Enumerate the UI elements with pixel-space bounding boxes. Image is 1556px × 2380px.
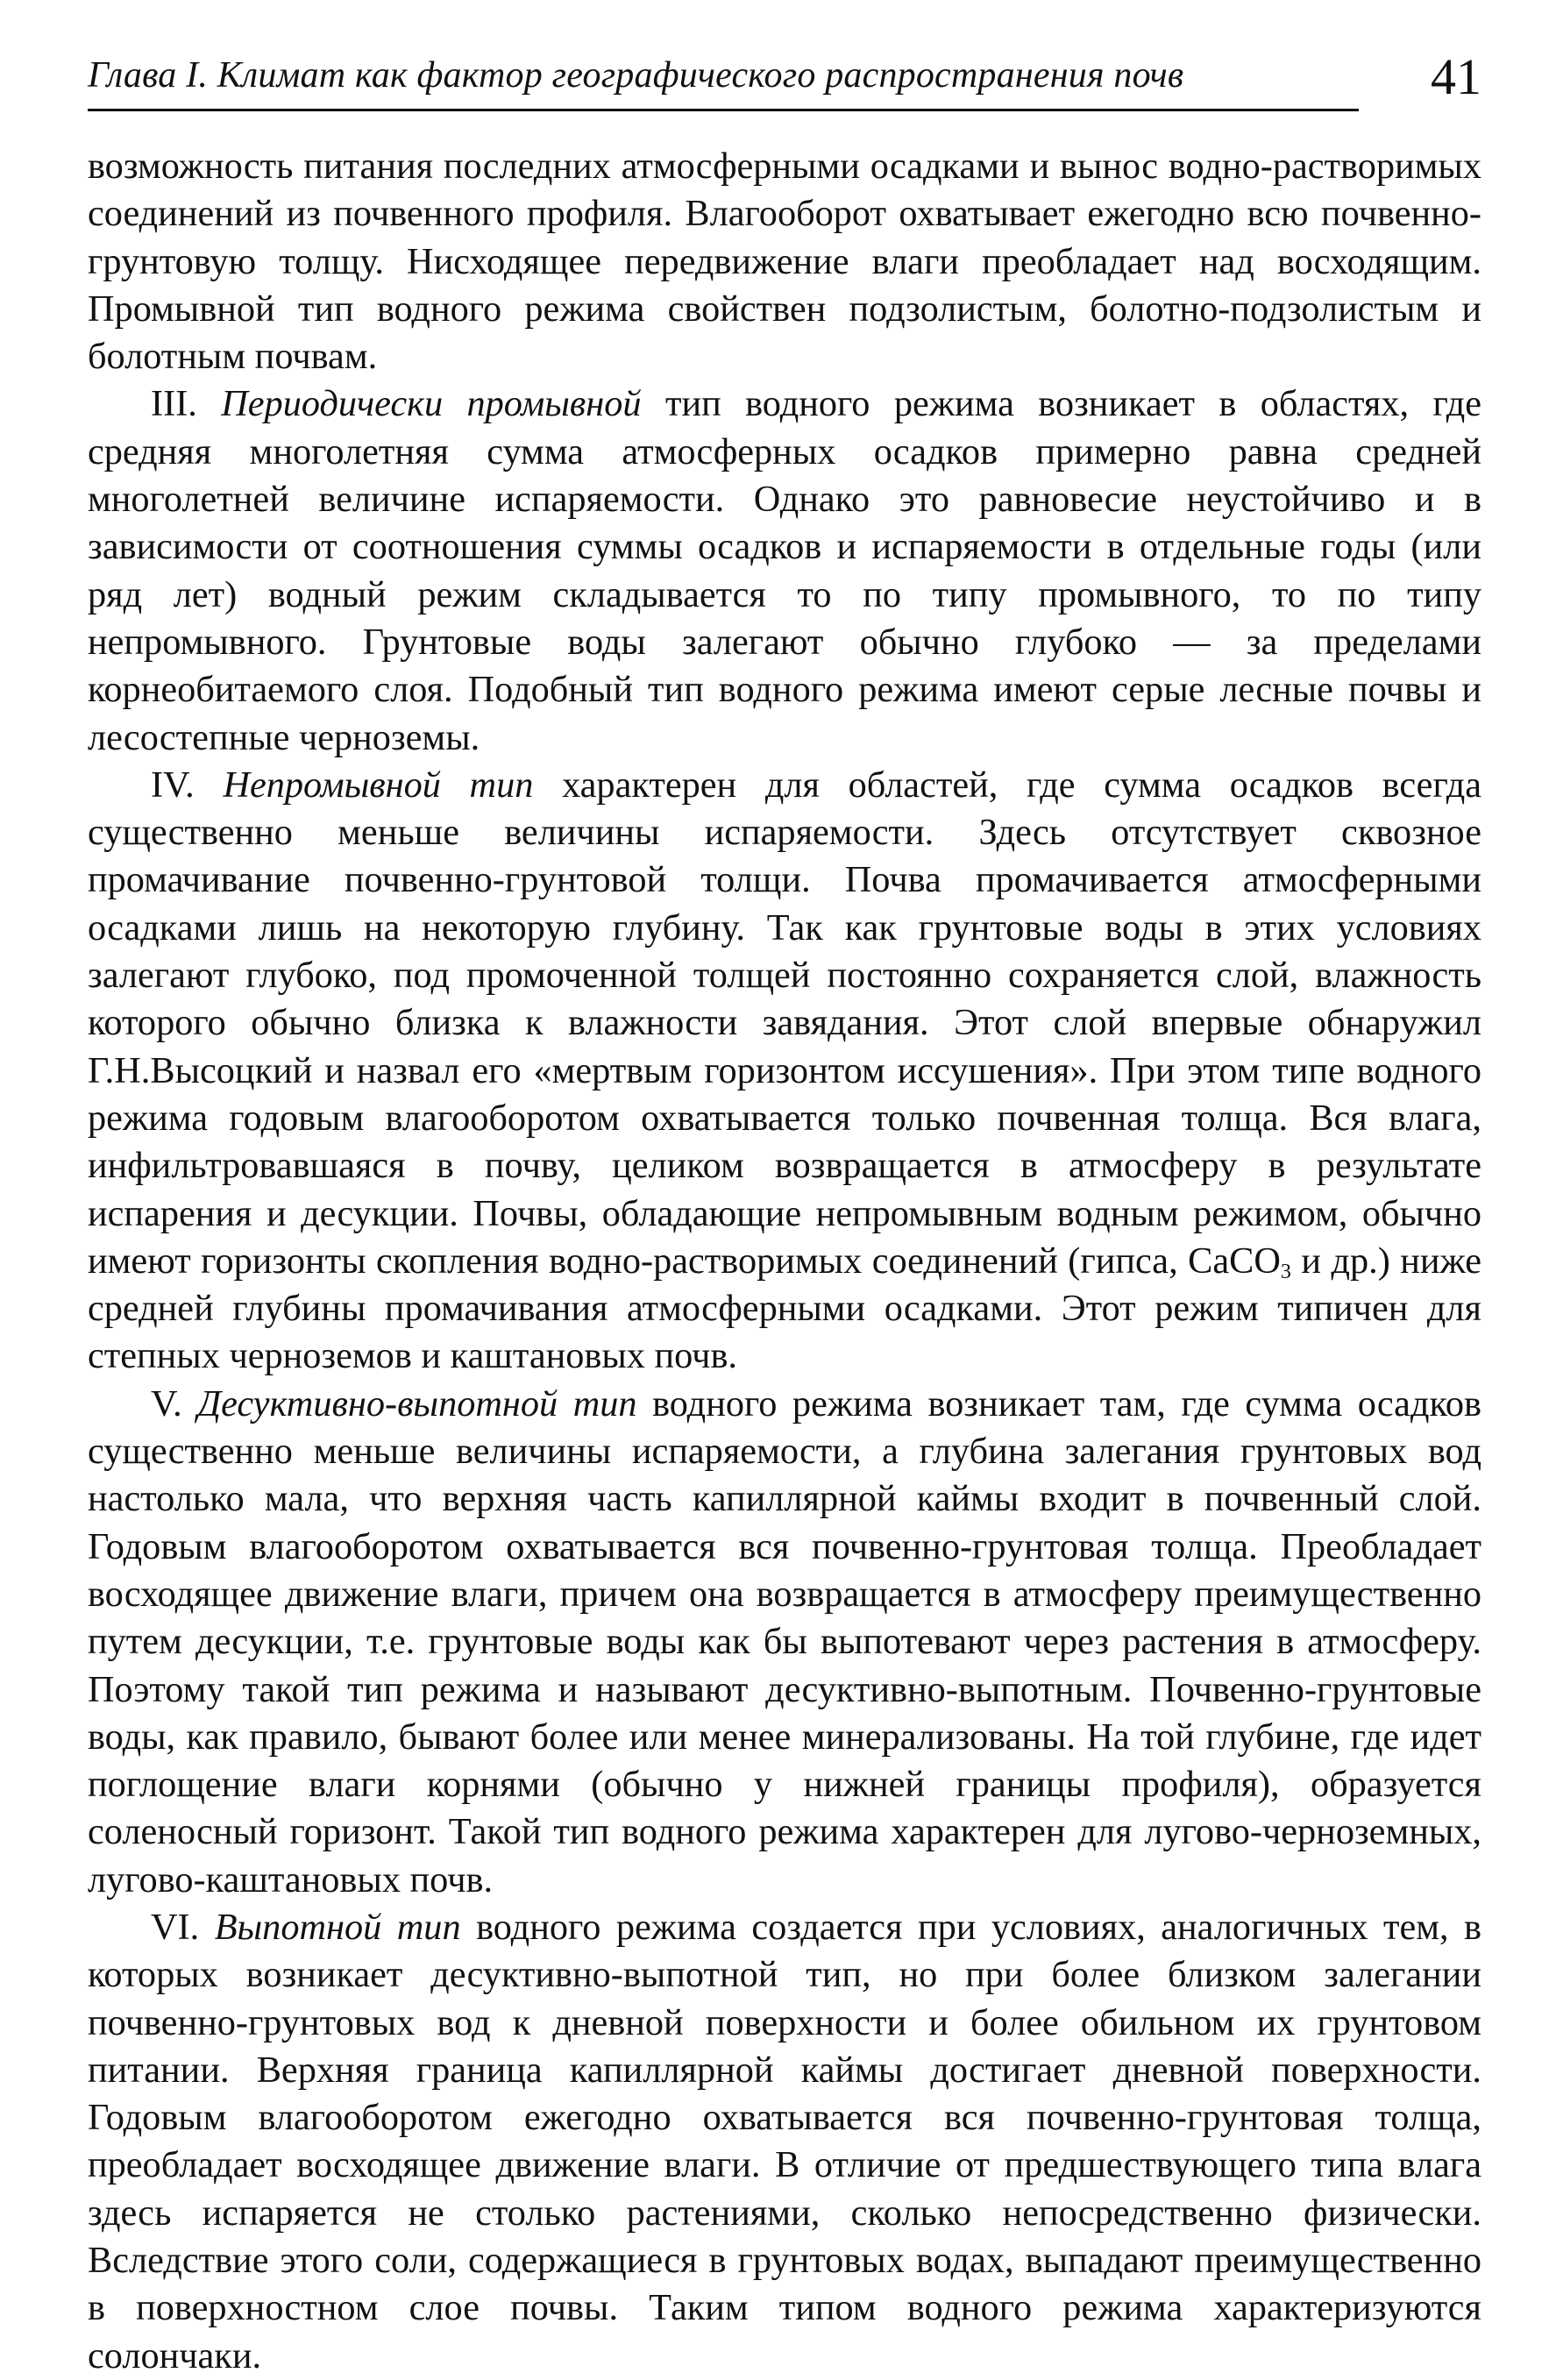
paragraph-text: возможность питания последних атмосферными осадками и вынос водно-растворимых соединений из почвенного профиля. Влагооборот охватывает ежегодно всю почвенно-грунтовую толщу. Нисходящее передвижение влаги преобладает над восходящим. Промывной тип водного режима свойствен подзолистым, болотно-подзолистым и болотным почвам. [88, 146, 1481, 378]
paragraph-text: тип водного режима возникает в областях, где средняя многолетняя сумма атмосферных осадков примерно равна средней многолетней величине испаряемости. Однако это равновесие неустойчиво и в зависимости от соотношения суммы осадков и испаряемости в отдельные годы (или ряд лет) водный режим складывается то по типу промывного, то по типу непромывного. Грунтовые воды залегают обычно глубоко — за пределами корнеобитаемого слоя. Подобный тип водного режима имеют серые лесные почвы и лесостепные черноземы. [88, 383, 1482, 758]
paragraph-text-continued: и др.) ниже средней глубины промачивания атмосферными осадками. Этот режим типичен для степных черноземов и каштановых почв. [88, 1240, 1481, 1377]
paragraph-desuctive-effusive [88, 1381, 1481, 1904]
paragraph-periodic-leaching [88, 380, 1481, 761]
chemical-subscript: 3 [1280, 1260, 1291, 1283]
body-text [88, 143, 1481, 2380]
paragraph-numeral: V. [151, 1382, 182, 1424]
paragraph-term: Периодически промывной [221, 383, 642, 425]
paragraph-term: Непромывной тип [223, 764, 534, 806]
paragraph-continuation [88, 143, 1481, 380]
page-number: 41 [1431, 48, 1481, 105]
running-head [88, 44, 1359, 111]
paragraph-numeral: VI. [151, 1906, 200, 1948]
paragraph-text: водного режима создается при условиях, аналогичных тем, в которых возникает десуктивно-выпотной тип, но при более близком залегании почвенно-грунтовых вод к дневной поверхности и более обильном их грунтовом питании. Верхняя граница капиллярной каймы достигает дневной поверхности. Годовым влагооборотом ежегодно охватывается вся почвенно-грунтовая толща, преобладает восходящее движение влаги. В отличие от предшествующего типа влага здесь испаряется не столько растениями, сколько непосредственно физически. Вследствие этого соли, содержащиеся в грунтовых водах, выпадают преимущественно в поверхностном слое почвы. Таким типом водного режима характеризуются солончаки. [88, 1906, 1482, 2376]
paragraph-text: характерен для областей, где сумма осадков всегда существенно меньше величины испаряемости. Здесь отсутствует сквозное промачивание почвенно-грунтовой толщи. Почва промачивается атмосферными осадками лишь на некоторую глубину. Так как грунтовые воды в этих условиях залегают глубоко, под промоченной толщей постоянно сохраняется слой, влажность которого обычно близка к влажности завядания. Этот слой впервые обнаружил Г.Н.Высоцкий и назвал его «мертвым горизонтом иссушения». При этом типе водного режима годовым влагооборотом охватывается только почвенная толща. Вся влага, инфильтровавшаяся в почву, целиком возвращается в атмосферу в результате испарения и десукции. Почвы, обладающие непромывным водным режимом, обычно имеют горизонты скопления водно-растворимых соединений (гипса, CaCO [88, 764, 1481, 1282]
paragraph-term: Десуктивно-выпотной тип [197, 1382, 637, 1424]
running-title: Глава I. Климат как фактор географического распространения почв [88, 55, 1184, 96]
paragraph-numeral: IV. [151, 764, 195, 806]
book-page [88, 44, 1482, 2376]
paragraph-non-leaching [88, 762, 1481, 1381]
paragraph-term: Выпотной тип [214, 1906, 461, 1948]
paragraph-text: водного режима возникает там, где сумма осадков существенно меньше величины испаряемости, а глубина залегания грунтовых вод настолько мала, что верхняя часть капиллярной каймы входит в почвенный слой. Годовым влагооборотом охватывается вся почвенно-грунтовая толща. Преобладает восходящее движение влаги, причем она возвращается в атмосферу преимущественно путем десукции, т.е. грунтовые воды как бы выпотевают через растения в атмосферу. Поэтому такой тип режима и называют десуктивно-выпотным. Почвенно-грунтовые воды, как правило, бывают более или менее минерализованы. На той глубине, где идет поглощение влаги корнями (обычно у нижней границы профиля), образуется соленосный горизонт. Такой тип водного режима характерен для лугово-черноземных, лугово-каштановых почв. [88, 1382, 1481, 1900]
paragraph-numeral: III. [151, 383, 197, 425]
paragraph-effusive [88, 1904, 1481, 2380]
